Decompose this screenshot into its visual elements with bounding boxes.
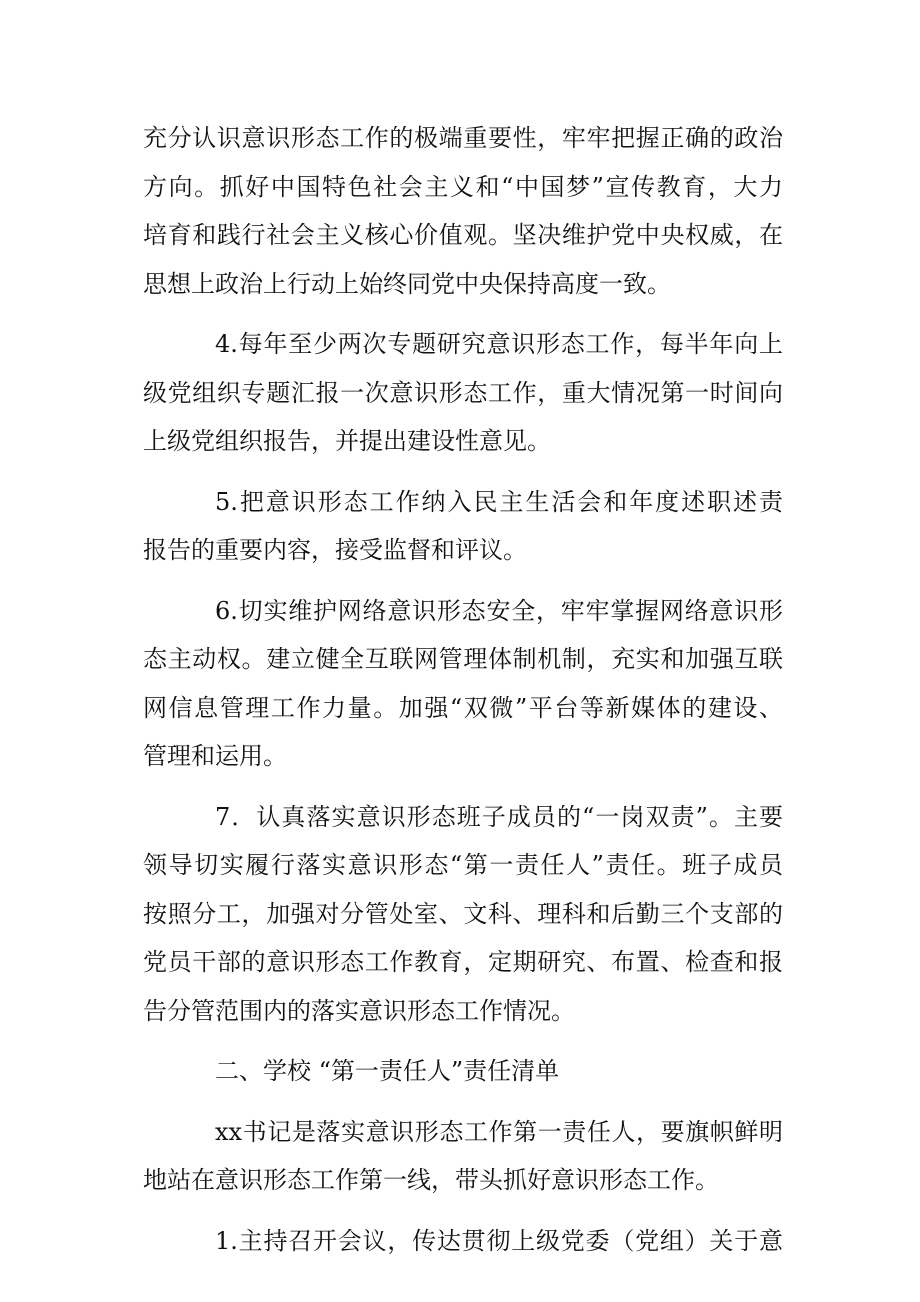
paragraph-item-5 xyxy=(143,478,783,575)
text-line: 按照分工，加强对分管处室、文科、理科和后勤三个支部的 xyxy=(143,899,783,928)
paragraph-secretary-intro xyxy=(143,1108,783,1205)
text-line: 地站在意识形态工作第一线，带头抓好意识形态工作。 xyxy=(143,1166,719,1194)
text-line: 方向。抓好中国特色社会主义和“中国梦”宣传教育，大力 xyxy=(143,172,783,201)
document-body xyxy=(143,114,783,1277)
text-line: 思想上政治上行动上始终同党中央保持高度一致。 xyxy=(143,269,671,298)
text-line: xx书记是落实意识形态工作第一责任人，要旗帜鲜明 xyxy=(215,1117,783,1146)
text-line: 告分管范围内的落实意识形态工作情况。 xyxy=(143,996,575,1025)
section-heading: 二、学校 “第一责任人”责任清单 xyxy=(215,1057,560,1085)
text-line: 培育和践行社会主义核心价值观。坚决维护党中央权威，在 xyxy=(143,221,783,249)
text-line: 网信息管理工作力量。加强“双微”平台等新媒体的建设、 xyxy=(143,693,783,722)
text-line: 党员干部的意识形态工作教育，定期研究、布置、检查和报 xyxy=(143,948,783,976)
paragraph-secretary-item-1 xyxy=(143,1217,783,1266)
paragraph-item-7 xyxy=(143,793,783,1036)
paragraph-item-4 xyxy=(143,320,783,466)
text-line: 充分认识意识形态工作的极端重要性，牢牢把握正确的政治 xyxy=(143,124,783,152)
section-heading-responsibility-list xyxy=(143,1047,783,1096)
text-line: 1.主持召开会议，传达贯彻上级党委（党组）关于意 xyxy=(215,1226,783,1255)
text-line: 管理和运用。 xyxy=(143,742,287,770)
text-line: 7．认真落实意识形态班子成员的“一岗双责”。主要 xyxy=(215,802,783,831)
text-line: 上级党组织报告，并提出建设性意见。 xyxy=(143,427,551,455)
paragraph-item-6 xyxy=(143,587,783,781)
text-line: 态主动权。建立健全互联网管理体制机制，充实和加强互联 xyxy=(143,645,783,673)
text-line: 5.把意识形态工作纳入民主生活会和年度述职述责 xyxy=(215,487,783,516)
paragraph-political-direction xyxy=(143,114,783,308)
text-line: 4.每年至少两次专题研究意识形态工作，每半年向上 xyxy=(215,330,783,358)
text-line: 级党组织专题汇报一次意识形态工作，重大情况第一时间向 xyxy=(143,378,783,407)
text-line: 领导切实履行落实意识形态“第一责任人”责任。班子成员 xyxy=(143,851,783,879)
text-line: 6.切实维护网络意识形态安全，牢牢掌握网络意识形 xyxy=(215,596,783,625)
text-line: 报告的重要内容，接受监督和评议。 xyxy=(143,536,527,564)
